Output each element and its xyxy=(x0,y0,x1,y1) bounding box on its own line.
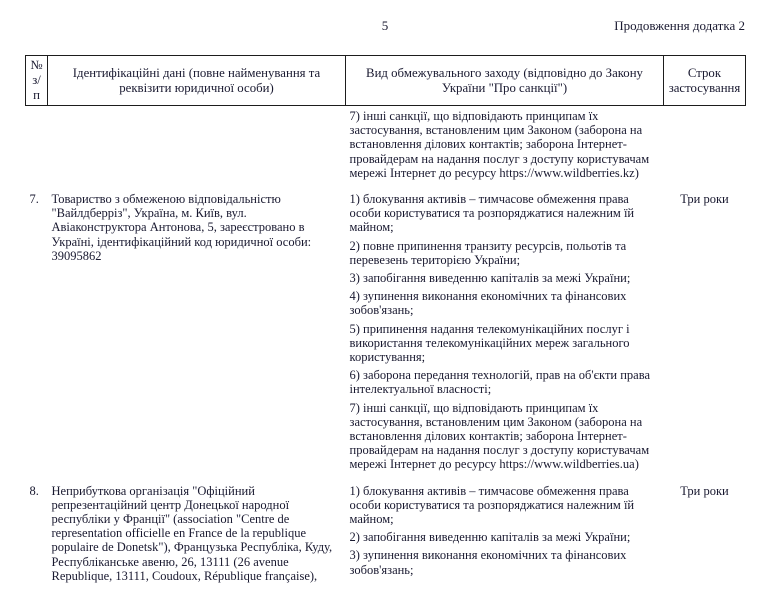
measure-item: 7) інші санкції, що відповідають принципам їх застосування, встановленим цим Законом (заборона на встановлення ділових контактів; заборона Інтернет-провайдерам на надання послуг з доступу користувачам мережі Інтернет до ресурсу https://www.wildberries.ua) xyxy=(349,400,650,472)
term-cell: Три роки xyxy=(680,192,729,207)
table-row-7 xyxy=(26,189,746,481)
measure-item: 2) запобігання виведенню капіталів за межі України; xyxy=(349,530,631,545)
term-cell: Три роки xyxy=(680,483,729,498)
col-header-number: № з/п xyxy=(26,56,48,106)
col-header-identification: Ідентифікаційні дані (повне найменування та реквізити юридичної особи) xyxy=(48,56,346,106)
identification-cell: Неприбуткова організація "Офіційний репрезентаційний центр Донецької народної республіки у Франції" (association "Centre de representation officielle en France de la republique populaire de Donetsk"), Французька Республіка, Куду, Республіканське авеню, 26, 13111 (26 avenue Republique, 13111, Coudoux, République française), xyxy=(51,483,333,583)
row-number-cell xyxy=(26,106,48,190)
identification-cell: Товариство з обмеженою відповідальністю "Вайлдберріз", Україна, м. Київ, вул. Авіаконструктора Антонова, 5, зареєстровано в Україні, ідентифікаційний код юридичної особи: 39095862 xyxy=(51,192,312,263)
measure-item: 4) зупинення виконання економічних та фінансових зобов'язань; xyxy=(349,289,627,318)
continuation-note: Продовження додатка 2 xyxy=(614,18,745,33)
term-cell xyxy=(664,106,746,190)
col-header-measure-type: Вид обмежувального заходу (відповідно до Закону України "Про санкції") xyxy=(346,56,664,106)
table-row-8 xyxy=(26,481,746,592)
measure-item: 2) повне припинення транзиту ресурсів, польотів та перевезень територією України; xyxy=(349,238,627,267)
measure-item: 3) зупинення виконання економічних та фінансових зобов'язань; xyxy=(349,548,627,577)
row-number-cell: 7. xyxy=(29,192,39,207)
table-header-row xyxy=(26,56,746,106)
measure-item: 6) заборона передання технологій, прав на об'єкти права інтелектуальної власності; xyxy=(349,368,650,397)
page-header xyxy=(25,18,745,33)
measure-item: 1) блокування активів – тимчасове обмеження права особи користуватися та розпоряджатися належним їй майном; xyxy=(349,483,635,527)
measures-cell xyxy=(346,481,664,592)
col-header-term: Строк застосування xyxy=(664,56,746,106)
measure-item: 3) запобігання виведенню капіталів за межі України; xyxy=(349,271,631,286)
sanctions-table xyxy=(25,55,746,592)
measure-item: 7) інші санкції, що відповідають принципам їх застосування, встановленим цим Законом (заборона на встановлення ділових контактів; заборона Інтернет-провайдерам на надання послуг з доступу користувачам мережі Інтернет до ресурсу https://www.wildberries.kz) xyxy=(349,109,650,180)
measures-cell xyxy=(346,189,664,481)
measure-item: 5) припинення надання телекомунікаційних послуг і використання телекомунікаційних мереж загального користування; xyxy=(349,321,630,365)
identification-cell xyxy=(48,106,346,190)
measures-cell xyxy=(346,106,664,190)
page-number: 5 xyxy=(381,18,389,33)
table-row-continuation xyxy=(26,106,746,190)
row-number-cell: 8. xyxy=(29,483,39,498)
measure-item: 1) блокування активів – тимчасове обмеження права особи користуватися та розпоряджатися належним їй майном; xyxy=(349,192,635,235)
